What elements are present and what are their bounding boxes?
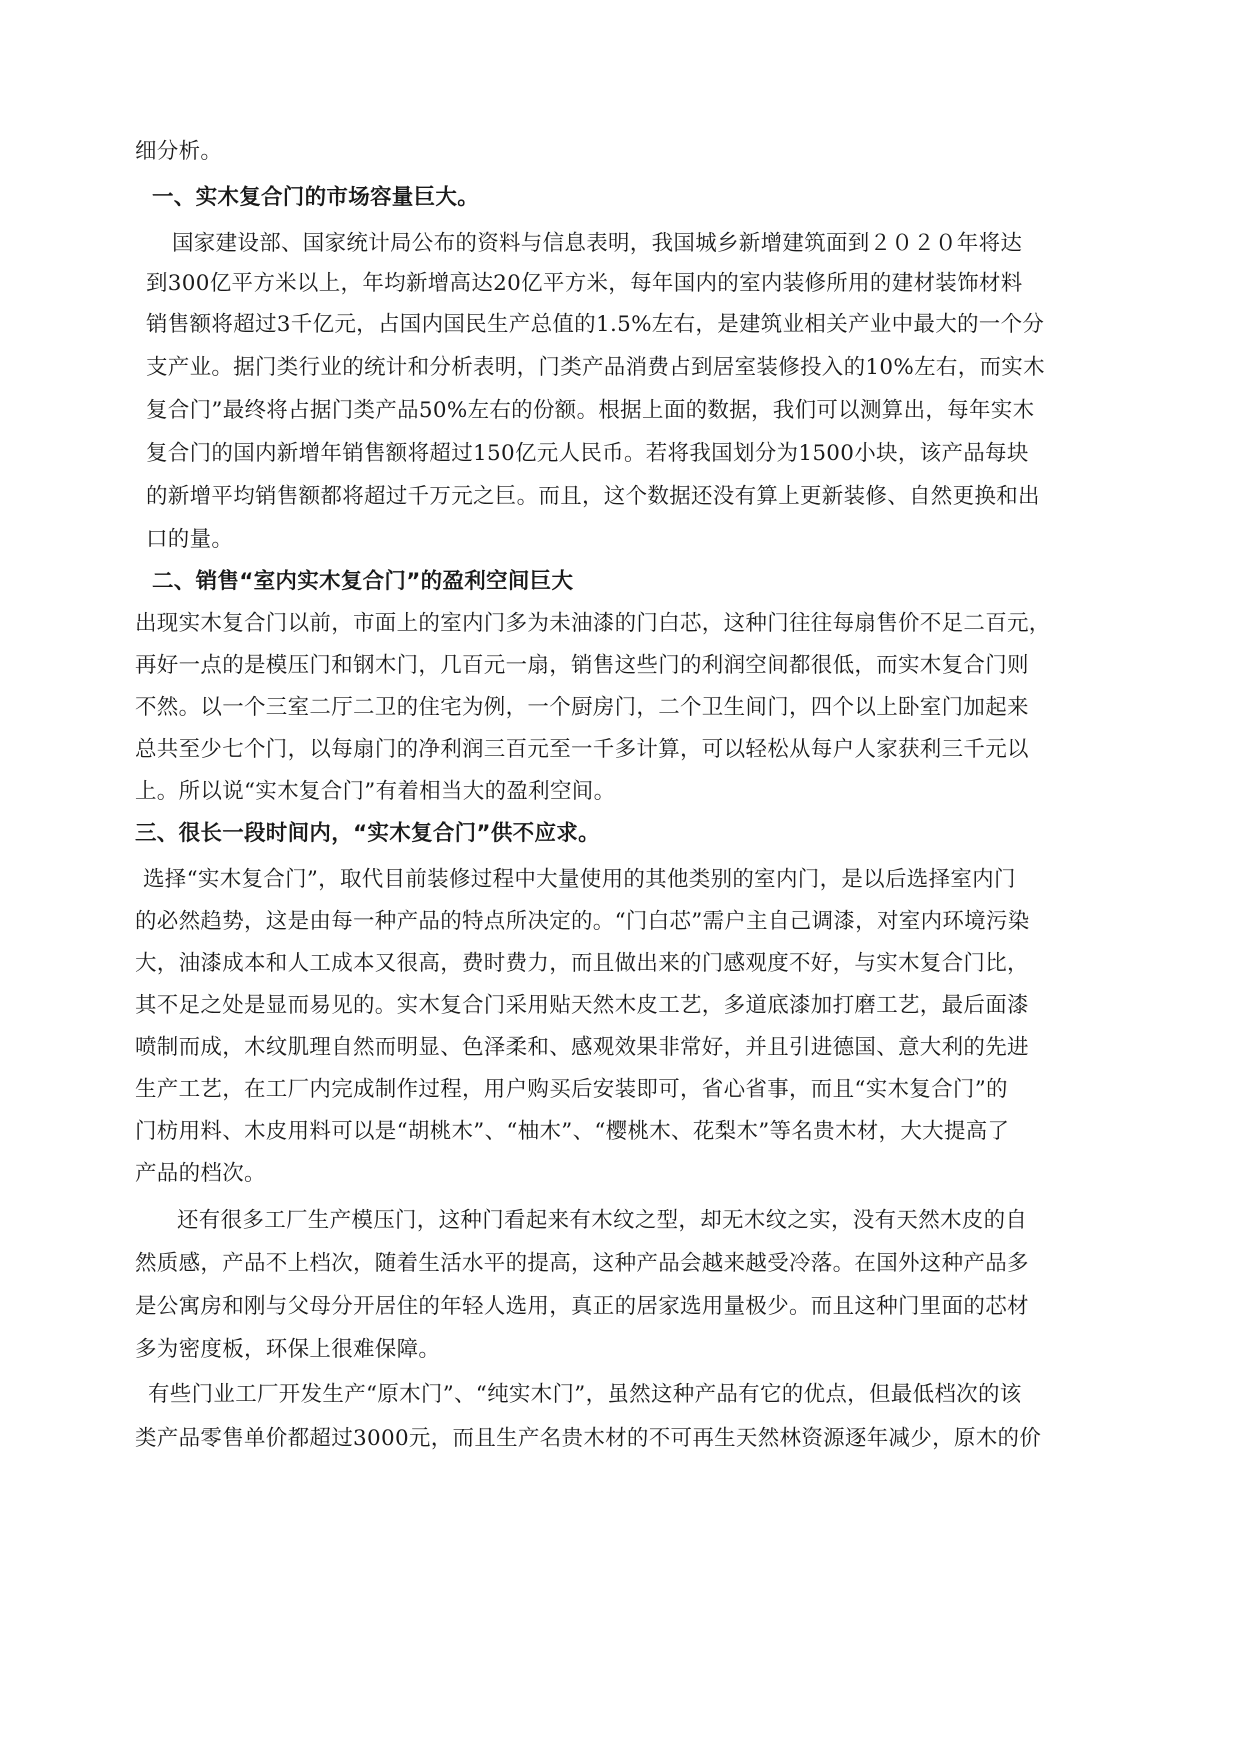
text-line-22: 喷制而成，木纹肌理自然而明显、色泽柔和、感观效果非常好，并且引进德国、意大利的先进	[135, 1035, 1029, 1060]
text-line-29: 多为密度板，环保上很难保障。	[135, 1337, 441, 1362]
text-line-16: 上。所以说“实木复合门”有着相当大的盈利空间。	[135, 779, 616, 804]
text-line-14: 不然。以一个三室二厅二卫的住宅为例，一个厨房门，二个卫生间门，四个以上卧室门加起来	[135, 695, 1029, 720]
text-line-21: 其不足之处是显而易见的。实木复合门采用贴天然木皮工艺，多道底漆加打磨工艺，最后面漆	[135, 993, 1029, 1018]
text-line-25: 产品的档次。	[135, 1161, 266, 1186]
text-line-15: 总共至少七个门，以每扇门的净利润三百元至一千多计算，可以轻松从每户人家获利三千元以	[135, 737, 1029, 762]
text-line-28: 是公寓房和刚与父母分开居住的年轻人选用，真正的居家选用量极少。而且这种门里面的芯材	[135, 1294, 1029, 1319]
text-line-13: 再好一点的是模压门和钢木门，几百元一扇，销售这些门的利润空间都很低，而实木复合门则	[135, 653, 1029, 678]
text-line-4: 到300亿平方米以上，年均新增高达20亿平方米，每年国内的室内装修所用的建材装饰材料	[146, 271, 1023, 296]
section-heading-2: 二、销售“室内实木复合门”的盈利空间巨大	[152, 569, 574, 594]
text-line-9: 的新增平均销售额都将超过千万元之巨。而且，这个数据还没有算上更新装修、自然更换和出	[146, 484, 1040, 509]
text-line-27: 然质感，产品不上档次，随着生活水平的提高，这种产品会越来越受冷落。在国外这种产品多	[135, 1251, 1029, 1276]
section-heading-3: 三、很长一段时间内，“实木复合门”供不应求。	[135, 821, 600, 846]
text-line-23: 生产工艺，在工厂内完成制作过程，用户购买后安装即可，省心省事，而且“实木复合门”的	[135, 1077, 1008, 1102]
text-line-20: 大，油漆成本和人工成本又很高，费时费力，而且做出来的门感观度不好，与实木复合门比，	[135, 951, 1029, 976]
text-line-19: 的必然趋势，这是由每一种产品的特点所决定的。“门白芯”需户主自己调漆，对室内环境污染	[135, 909, 1030, 934]
text-line-24: 门枋用料、木皮用料可以是“胡桃木”、“柚木”、“樱桃木、花梨木”等名贵木材，大大提高了	[135, 1119, 1010, 1144]
text-line-3: 国家建设部、国家统计局公布的资料与信息表明，我国城乡新增建筑面到２０２０年将达	[172, 231, 1023, 256]
text-line-31: 类产品零售单价都超过3000元，而且生产名贵木材的不可再生天然林资源逐年减少，原木的价	[135, 1426, 1042, 1451]
text-line-30: 有些门业工厂开发生产“原木门”、“纯实木门”，虽然这种产品有它的优点，但最低档次的该	[148, 1382, 1022, 1407]
section-heading-1: 一、实木复合门的市场容量巨大。	[152, 185, 480, 210]
text-line-10: 口的量。	[146, 527, 234, 552]
text-line-7: 复合门”最终将占据门类产品50%左右的份额。根据上面的数据，我们可以测算出，每年实木	[146, 398, 1035, 423]
text-line-6: 支产业。据门类行业的统计和分析表明，门类产品消费占到居室装修投入的10%左右，而实木	[146, 355, 1045, 380]
text-line-12: 出现实木复合门以前，市面上的室内门多为未油漆的门白芯，这种门往往每扇售价不足二百元，	[135, 611, 1051, 636]
text-line-8: 复合门的国内新增年销售额将超过150亿元人民币。若将我国划分为1500小块，该产品每块	[146, 441, 1029, 466]
text-line-1: 细分析。	[135, 139, 223, 164]
text-line-26: 还有很多工厂生产模压门，这种门看起来有木纹之型，却无木纹之实，没有天然木皮的自	[177, 1208, 1028, 1233]
text-line-5: 销售额将超过3千亿元，占国内国民生产总值的1.5%左右，是建筑业相关产业中最大的一个分	[146, 312, 1045, 337]
text-line-18: 选择“实木复合门”，取代目前装修过程中大量使用的其他类别的室内门，是以后选择室内门	[143, 867, 1016, 892]
